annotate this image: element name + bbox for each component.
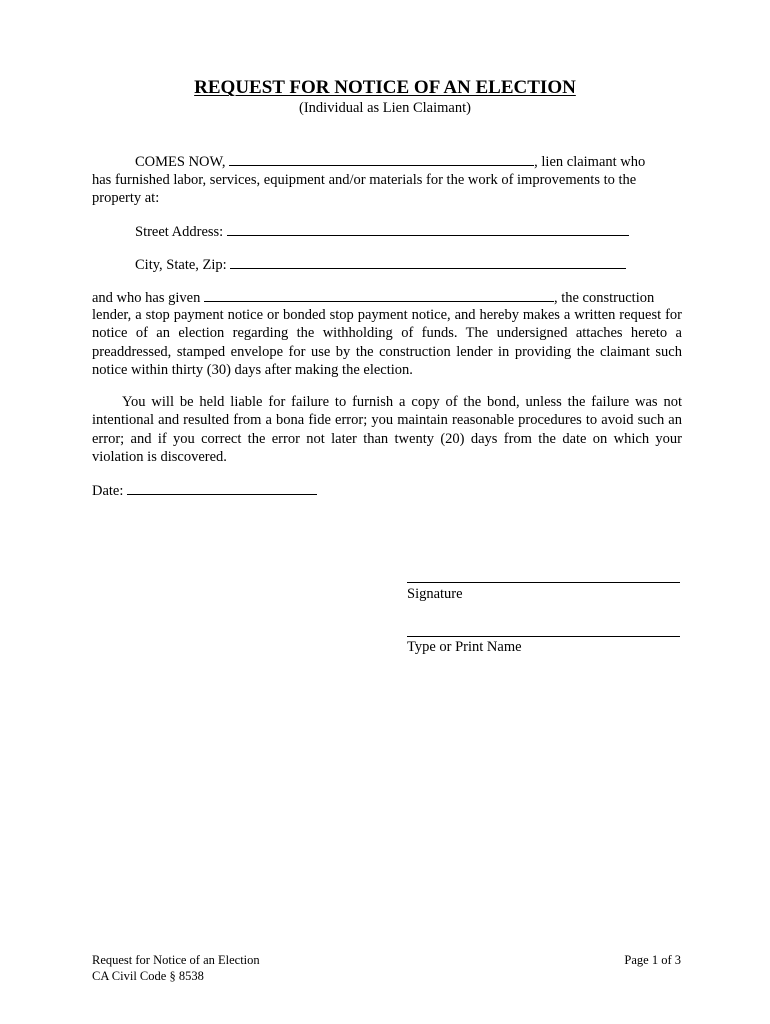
given-tail: , the construction bbox=[553, 290, 655, 306]
street-address-label: Street Address: bbox=[135, 224, 224, 240]
city-state-zip-row bbox=[135, 255, 626, 274]
date-row bbox=[92, 481, 317, 500]
liability-paragraph: You will be held liable for failure to furnish a copy of the bond, unless the failure was not intentional and resulted from a bona fide error; you maintain reasonable procedures to avoid such an error; and if you correct the error not later than twenty (20) days from the date on which your violation is discovered. bbox=[92, 394, 682, 465]
street-address-row bbox=[135, 222, 629, 241]
construction-lender-field[interactable] bbox=[204, 288, 554, 302]
print-name-line[interactable] bbox=[407, 636, 680, 637]
comes-now-line bbox=[135, 152, 645, 171]
lien-claimant-name-field[interactable] bbox=[229, 152, 534, 166]
given-line bbox=[92, 288, 654, 307]
footer-page-number: Page 1 of 3 bbox=[624, 953, 681, 967]
date-label: Date: bbox=[92, 483, 124, 499]
given-body-paragraph: lender, a stop payment notice or bonded stop payment notice, and hereby makes a written request for notice of an election regarding the withholding of funds. The undersigned attaches hereto a preaddressed, stamped envelope for use by the construction lender in providing the claimant such notice within thirty (30) days after making the election. bbox=[92, 307, 682, 378]
comes-now-line-2: has furnished labor, services, equipment and/or materials for the work of improvements to the bbox=[92, 172, 637, 188]
signature-line[interactable] bbox=[407, 582, 680, 583]
date-field[interactable] bbox=[127, 481, 317, 495]
document-title: REQUEST FOR NOTICE OF AN ELECTION bbox=[194, 77, 576, 98]
street-address-field[interactable] bbox=[227, 222, 629, 236]
signature-label: Signature bbox=[407, 586, 463, 602]
comes-now-tail: , lien claimant who bbox=[534, 154, 646, 170]
document-subtitle: (Individual as Lien Claimant) bbox=[299, 100, 471, 116]
print-name-label: Type or Print Name bbox=[407, 639, 522, 655]
footer-code: CA Civil Code § 8538 bbox=[92, 969, 204, 983]
city-state-zip-field[interactable] bbox=[230, 255, 626, 269]
comes-now-lead: COMES NOW, bbox=[135, 154, 226, 170]
comes-now-line-3: property at: bbox=[92, 190, 160, 206]
city-state-zip-label: City, State, Zip: bbox=[135, 257, 227, 273]
given-lead: and who has given bbox=[92, 290, 201, 306]
footer-form-name: Request for Notice of an Election bbox=[92, 953, 260, 967]
